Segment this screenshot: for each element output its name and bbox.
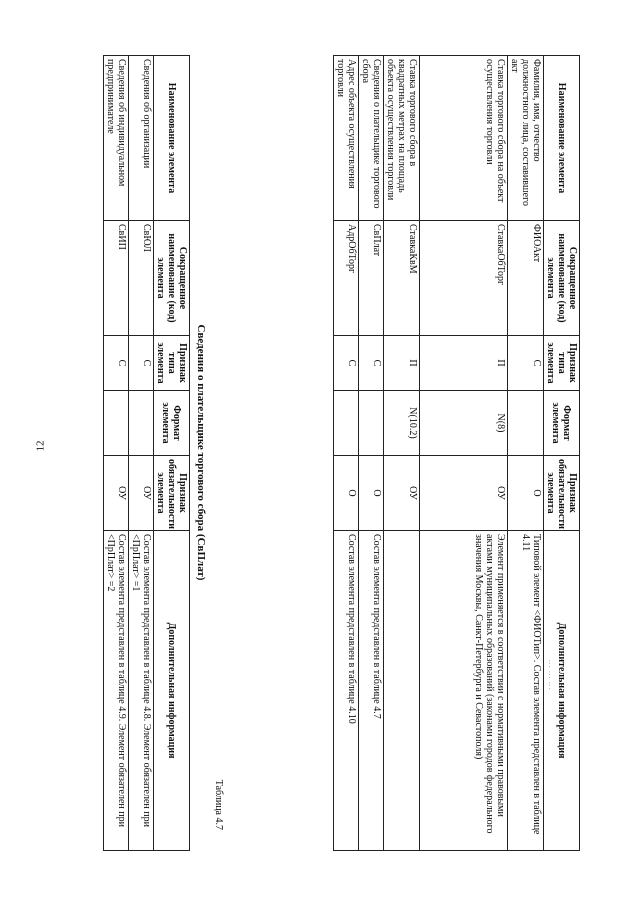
cell-code: СвИП	[104, 221, 129, 336]
table-header-row	[544, 56, 580, 851]
table-row	[508, 56, 544, 851]
cell-format	[359, 391, 384, 456]
cell-name: Сведения об индивидуальном предпринимателе	[104, 56, 129, 221]
table-row	[359, 56, 384, 851]
cell-type: С	[359, 336, 384, 391]
table-label: Таблица 4.7	[213, 779, 224, 830]
table-row	[384, 56, 420, 851]
table-row	[420, 56, 508, 851]
cell-name: Ставка торгового сбора на объект осуществления торговли	[420, 56, 508, 221]
cell-info: Типовой элемент <ФИОТип>. Состав элемента представлен в таблице 4.11	[508, 531, 544, 851]
cell-type: П	[420, 336, 508, 391]
cell-code: СвЮЛ	[129, 221, 154, 336]
cell-info: Состав элемента представлен в таблице 4.10	[334, 531, 359, 851]
cell-required: ОУ	[129, 456, 154, 531]
cell-format	[129, 391, 154, 456]
cell-format	[334, 391, 359, 456]
col-header-required: Признак обязательности элемента	[154, 456, 190, 531]
cell-required: ОУ	[420, 456, 508, 531]
cell-format	[508, 391, 544, 456]
col-header-info: Дополнительная информация	[154, 531, 190, 851]
col-header-type: Признак типа элемента	[544, 336, 580, 391]
col-header-name: Наименование элемента	[544, 56, 580, 221]
cell-name: Сведения о плательщике торгового сбора	[359, 56, 384, 221]
col-header-required: Признак обязательности элемента	[544, 456, 580, 531]
cell-info: Элемент применяется в соответствии с нормативными правовыми актами муниципальных образований (законами городов федерального значения Москвы, Санкт-Петербурга и Севастополя)	[420, 531, 508, 851]
cell-name: Ставка торгового сбора в квадратных метрах на площадь объекта осуществления торговли	[384, 56, 420, 221]
table-row	[334, 56, 359, 851]
col-header-format: Формат элемента	[544, 391, 580, 456]
col-header-type: Признак типа элемента	[154, 336, 190, 391]
col-header-info: Дополнительная информация	[544, 531, 580, 851]
table-row	[104, 56, 129, 851]
cell-required: О	[359, 456, 384, 531]
cell-info: Состав элемента представлен в таблице 4.8. Элемент обязателен при <ПрПлат> =1	[129, 531, 154, 851]
table-row	[129, 56, 154, 851]
cell-format: N(10.2)	[384, 391, 420, 456]
cell-type: С	[129, 336, 154, 391]
scan-artifact-text: ... ... ...	[547, 660, 555, 691]
cell-format: N(8)	[420, 391, 508, 456]
col-header-format: Формат элемента	[154, 391, 190, 456]
cell-required: О	[508, 456, 544, 531]
cell-type: С	[334, 336, 359, 391]
cell-format	[104, 391, 129, 456]
table-header-row	[154, 56, 190, 851]
cell-type: С	[508, 336, 544, 391]
col-header-code: Сокращенное наименование (код) элемента	[544, 221, 580, 336]
cell-required: О	[334, 456, 359, 531]
cell-code: СтавкаОбТорг	[420, 221, 508, 336]
cell-type: П	[384, 336, 420, 391]
table-title: Сведения о плательщике торгового сбора (СвПлат)	[195, 324, 207, 581]
cell-required: ОУ	[384, 456, 420, 531]
table-payer-info	[103, 55, 190, 850]
cell-info: Состав элемента представлен в таблице 4.7	[359, 531, 384, 851]
cell-name: Фамилия, имя, отчество должностного лица, составившего акт	[508, 56, 544, 221]
cell-info	[384, 531, 420, 851]
col-header-name: Наименование элемента	[154, 56, 190, 221]
cell-type: С	[104, 336, 129, 391]
page-number: 12	[34, 440, 47, 452]
col-header-code: Сокращенное наименование (код) элемента	[154, 221, 190, 336]
cell-name: Адрес объекта осуществления торговли	[334, 56, 359, 221]
table-elements-main	[333, 55, 580, 850]
cell-required: ОУ	[104, 456, 129, 531]
cell-code: СвПлат	[359, 221, 384, 336]
cell-info: Состав элемента представлен в таблице 4.9. Элемент обязателен при <ПрПлат> =2	[104, 531, 129, 851]
cell-code: СтавкаКвМ	[384, 221, 420, 336]
cell-code: АдрОбТорг	[334, 221, 359, 336]
cell-name: Сведения об организации	[129, 56, 154, 221]
cell-code: ФИОАкт	[508, 221, 544, 336]
